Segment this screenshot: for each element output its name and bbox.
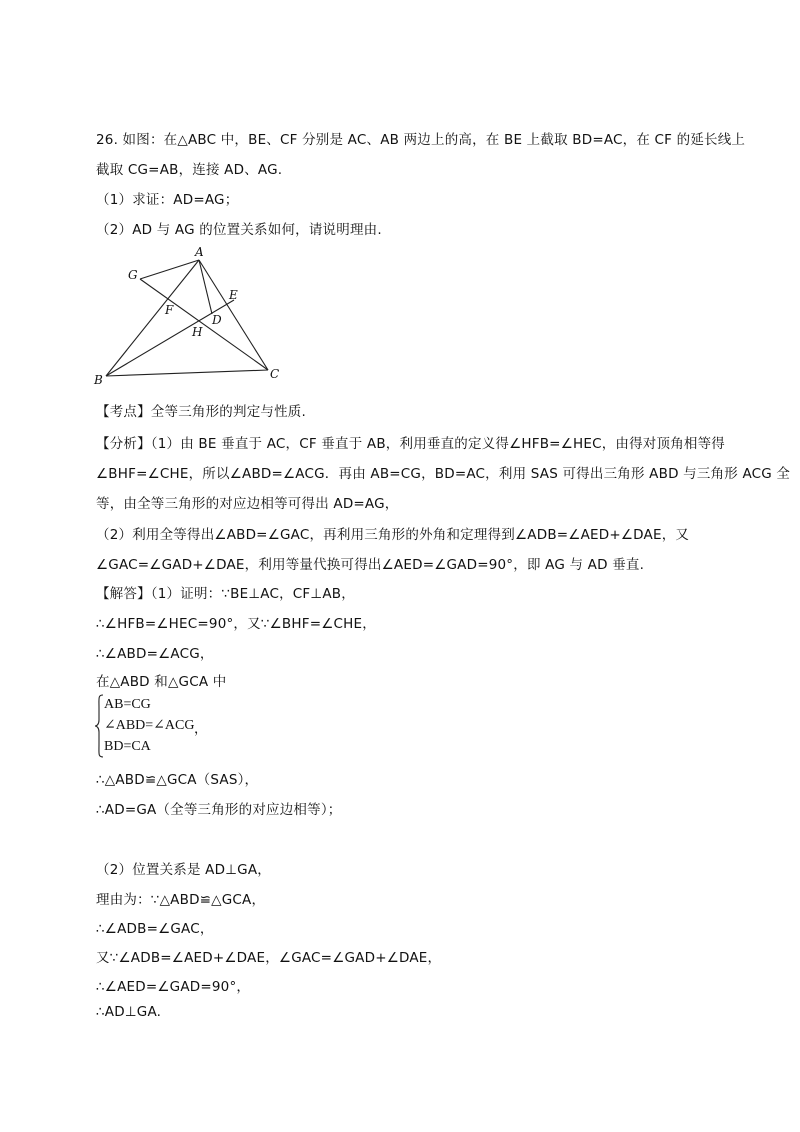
segment-AB xyxy=(106,260,199,376)
left-brace-icon xyxy=(94,694,104,758)
problem-part-1: （1）求证：AD=AG； xyxy=(96,192,239,208)
solution-line-3: ∴∠ABD=∠ACG， xyxy=(96,646,214,662)
segment-BC xyxy=(106,370,268,376)
part2-line-6: ∴AD⊥GA. xyxy=(96,1004,162,1020)
problem-part-2: （2）AD 与 AG 的位置关系如何，请说明理由. xyxy=(96,222,382,238)
label-E: E xyxy=(229,288,238,302)
brace-trailing-comma: ， xyxy=(194,721,208,737)
label-C: C xyxy=(270,367,280,381)
problem-statement-line-2: 截取 CG=AB，连接 AD、AG. xyxy=(96,162,283,178)
solution-line-5: ∴△ABD≌△GCA（SAS）， xyxy=(96,772,259,788)
label-G: G xyxy=(128,268,138,282)
label-F: F xyxy=(165,303,174,317)
label-B: B xyxy=(94,373,103,387)
segment-GC xyxy=(140,279,268,370)
part2-line-1: （2）位置关系是 AD⊥GA， xyxy=(96,862,271,878)
condition-ab-cg: AB=CG xyxy=(104,697,151,712)
analysis-line-5: ∠GAC=∠GAD+∠DAE，利用等量代换可得出∠AED=∠GAD=90°，即 AG 与 AD 垂直. xyxy=(96,557,645,573)
part2-line-2: 理由为：∵△ABD≌△GCA， xyxy=(96,892,266,908)
label-H: H xyxy=(192,325,203,339)
label-D: D xyxy=(212,313,222,327)
part2-line-5: ∴∠AED=∠GAD=90°， xyxy=(96,979,251,995)
triangle-diagram xyxy=(92,246,292,388)
problem-statement-line-1: 26. 如图：在△ABC 中，BE、CF 分别是 AC、AB 两边上的高，在 BE 上截取 BD=AC，在 CF 的延长线上 xyxy=(96,132,746,148)
condition-angle-abd-acg: ∠ABD=∠ACG xyxy=(104,718,195,733)
part2-line-4: 又∵∠ADB=∠AED+∠DAE，∠GAC=∠GAD+∠DAE， xyxy=(96,950,442,966)
solution-line-6: ∴AD=GA（全等三角形的对应边相等）； xyxy=(96,802,342,818)
solution-line-2: ∴∠HFB=∠HEC=90°，又∵∠BHF=∠CHE， xyxy=(96,616,376,632)
analysis-line-4: （2）利用全等得出∠ABD=∠GAC，再利用三角形的外角和定理得到∠ADB=∠AED+∠DAE，又 xyxy=(96,527,690,543)
kaodian-line: 【考点】全等三角形的判定与性质. xyxy=(96,404,306,420)
analysis-line-3: 等，由全等三角形的对应边相等可得出 AD=AG， xyxy=(96,496,399,512)
geometry-figure xyxy=(92,246,292,388)
condition-bd-ca: BD=CA xyxy=(104,739,151,754)
segment-GA xyxy=(140,260,199,279)
solution-line-4: 在△ABD 和△GCA 中 xyxy=(96,674,227,690)
part2-line-3: ∴∠ADB=∠GAC， xyxy=(96,921,214,937)
analysis-line-1: 【分析】（1）由 BE 垂直于 AC，CF 垂直于 AB，利用垂直的定义得∠HFB=∠HEC，由得对顶角相等得 xyxy=(96,436,725,452)
segment-AD xyxy=(199,260,212,314)
congruence-conditions xyxy=(94,694,234,758)
solution-line-1: 【解答】（1）证明：∵BE⊥AC，CF⊥AB， xyxy=(96,586,355,602)
analysis-line-2: ∠BHF=∠CHE，所以∠ABD=∠ACG．再由 AB=CG，BD=AC，利用 SAS 可得出三角形 ABD 与三角形 ACG 全 xyxy=(96,466,791,482)
label-A: A xyxy=(195,246,204,259)
